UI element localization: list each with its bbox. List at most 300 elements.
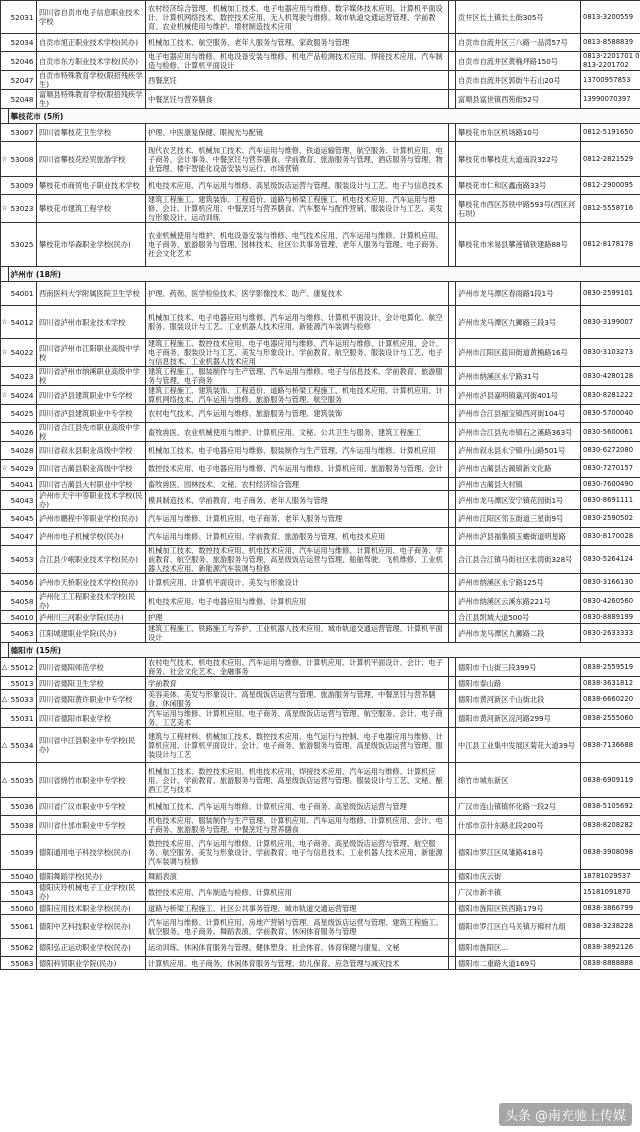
school-address: 泸州市泸县嘉明镇嘉河街401号 xyxy=(456,386,581,405)
school-phone: 0830-8889199 xyxy=(581,611,640,624)
school-majors: 机电技术应用、服装制作与生产管理、计算机应用、汽车运用与维修、计算机应用、会计、电子商务、旅游服务与管理、中餐烹饪与营养膳食 xyxy=(146,816,449,835)
school-name: 德阳弘正运动职业学校(民办) xyxy=(37,939,146,957)
table-row xyxy=(1,728,640,763)
school-code: 55060 xyxy=(8,902,37,915)
school-address: 什邡市京什东路北段200号 xyxy=(456,816,581,835)
school-address: 泸州市古蔺县古蔺镇新文化路 xyxy=(456,460,581,478)
column-gap xyxy=(449,870,456,883)
school-address: 泸州市合江县先市镇石之溪路363号 xyxy=(456,423,581,442)
school-name: 四川省自贡市电子信息职业技术学校 xyxy=(37,1,146,34)
school-majors: 机械加工技术、数控技术应用、机电技术应用、汽车运用与维修、计算机应用、电子商务、学前教育、航空服务、旅游服务与管理、高星级饭店运营与管理、船舶驾驶、飞机维修、工业机器人技术应用、新能源汽车装调与检修 xyxy=(146,546,449,574)
row-flag xyxy=(1,177,9,195)
school-code: 54022 xyxy=(8,339,37,367)
row-flag xyxy=(1,883,9,902)
row-flag xyxy=(1,546,9,574)
row-flag xyxy=(1,367,9,386)
school-code: 53007 xyxy=(8,124,37,142)
school-name: 四川省合江县先市职业高级中学校 xyxy=(37,423,146,442)
column-gap xyxy=(449,223,456,267)
school-address: 中江县工业集中发展区菊花大道39号 xyxy=(456,728,581,763)
school-name: 四川省德阳师范学校 xyxy=(37,658,146,677)
row-flag: △ xyxy=(1,658,9,677)
school-phone: 0838-8208282 xyxy=(581,816,640,835)
school-phone: 0830-5600061 xyxy=(581,423,640,442)
school-name: 四川省德阳黄许职业中专学校 xyxy=(37,690,146,709)
school-name: 德阳中艺科技职业学校(民办) xyxy=(37,915,146,939)
school-majors: 汽车运用与维修、计算机应用、电子商务、老年人服务与管理 xyxy=(146,510,449,528)
school-address: 自贡市自流井区黄桷坪路150号 xyxy=(456,52,581,71)
table-row xyxy=(1,677,640,690)
table-row xyxy=(1,528,640,546)
watermark: 头条 @南充驰上传媒 xyxy=(499,1103,632,1126)
school-address: 泸州市纳溪区云溪东路221号 xyxy=(456,592,581,611)
school-address: 泸州市纳溪区永宁路125号 xyxy=(456,574,581,592)
school-code: 53025 xyxy=(8,223,37,267)
school-majors: 汽车运用与维修、计算机应用、学前教育、旅游服务与管理、机电技术应用 xyxy=(146,528,449,546)
row-flag xyxy=(1,491,9,510)
school-majors: 运动训练、休闲体育服务与管理、健体塑身、社会体育、体育保健与康复、文秘 xyxy=(146,939,449,957)
school-name: 自贡市东方职业技术学校(民办) xyxy=(37,52,146,71)
table-row xyxy=(1,282,640,306)
school-majors: 机械加工技术、电子电器应用与维修、汽车运用与维修、计算机平面设计、会计电算化、航空服务、服装设计与工艺、工业机器人技术应用、新能源汽车装调与检修 xyxy=(146,306,449,339)
school-name: 四川省古蔺县职业高级中学校 xyxy=(37,460,146,478)
school-name: 泸州市天宇中等职业技术学校(民办) xyxy=(37,491,146,510)
table-row xyxy=(1,386,640,405)
school-name: 自贡市旭正职业技术学校(民办) xyxy=(37,34,146,52)
school-majors: 数控技术应用、汽车制造与检修、计算机应用 xyxy=(146,883,449,902)
school-majors: 护理、中医康复保健、眼视光与配镜 xyxy=(146,124,449,142)
column-gap xyxy=(449,592,456,611)
column-gap xyxy=(449,546,456,574)
column-gap xyxy=(449,52,456,71)
school-majors: 建筑与工程材料、机械加工技术、数控技术应用、电气运行与控制、电子电器应用与维修、计算机应用、计算机平面设计、会计、电子商务、旅游服务与管理、高星级饭店运营与管理、服装设计与工艺 xyxy=(146,728,449,763)
school-address: 攀枝花市攀枝花大道南段322号 xyxy=(456,142,581,177)
school-code: 54045 xyxy=(8,510,37,528)
table-row xyxy=(1,658,640,677)
school-name: 四川省叙永县职业高级中学校 xyxy=(37,442,146,460)
column-gap xyxy=(449,763,456,798)
column-gap xyxy=(449,423,456,442)
school-phone: 0838-7136688 xyxy=(581,728,640,763)
school-address: 攀枝花市西区苏铁中路593号(西区河石坝) xyxy=(456,195,581,223)
school-address: 德阳市旌阳区铁西路179号 xyxy=(456,902,581,915)
school-phone: 0830-7270157 xyxy=(581,460,640,478)
school-code: 54029 xyxy=(8,460,37,478)
school-phone: 0830-5264124 xyxy=(581,546,640,574)
school-name: 泸州川三河职业学院(民办) xyxy=(37,611,146,624)
school-phone: 0830-2599101 xyxy=(581,282,640,306)
school-address: 德阳市千山街三段399号 xyxy=(456,658,581,677)
school-name: 四川省攀枝花卫生学校 xyxy=(37,124,146,142)
school-code: 54058 xyxy=(8,592,37,611)
table-row xyxy=(1,883,640,902)
school-address: 泸州市合江县福宝镇西河街104号 xyxy=(456,405,581,423)
row-flag xyxy=(1,282,9,306)
table-row xyxy=(1,142,640,177)
school-address: 泸州市古蔺县大村镇 xyxy=(456,478,581,491)
school-address: 泸州市龙马潭区春雨路1段1号 xyxy=(456,282,581,306)
school-phone: 0830-4260560 xyxy=(581,592,640,611)
column-gap xyxy=(449,478,456,491)
school-code: 52031 xyxy=(8,1,37,34)
school-address: 泸州市纳溪区永宁路31号 xyxy=(456,367,581,386)
school-name: 四川省泸州市职业技术学校 xyxy=(37,306,146,339)
school-name: 四川省泸州市江阳职业高级中学校 xyxy=(37,339,146,367)
column-gap xyxy=(449,957,456,970)
column-gap xyxy=(449,677,456,690)
school-code: 54024 xyxy=(8,386,37,405)
table-row xyxy=(1,624,640,643)
school-address: 泸州市江阳区蓝田街道黄桷路16号 xyxy=(456,339,581,367)
school-phone: 0830-2590502 xyxy=(581,510,640,528)
school-phone: 0838-3238228 xyxy=(581,915,640,939)
school-code: 54056 xyxy=(8,574,37,592)
school-majors: 模具制造技术、学前教育、电子商务、老年人服务与管理 xyxy=(146,491,449,510)
column-gap xyxy=(449,339,456,367)
school-code: 54001 xyxy=(8,282,37,306)
row-flag: ☆ xyxy=(1,306,9,339)
table-row xyxy=(1,124,640,142)
row-flag xyxy=(1,223,9,267)
column-gap xyxy=(449,939,456,957)
table-row xyxy=(1,34,640,52)
school-majors: 汽车运用与维修、计算机应用、电子商务、高星级饭店运营与管理、航空服务、会计、电子商务、工艺美术 xyxy=(146,709,449,728)
school-majors: 学前教育 xyxy=(146,677,449,690)
school-address: 泸州市龙马潭区安宁镇花园街1号 xyxy=(456,491,581,510)
school-name: 四川省绵竹市职业中专学校 xyxy=(37,763,146,798)
school-address: 德阳市泰山路 xyxy=(456,677,581,690)
school-address: 泸州市叙永县永宁镇丹山路501号 xyxy=(456,442,581,460)
school-majors: 机械加工技术、电子电器应用与维修、服装制作与生产管理、汽车运用与维修、计算机应用 xyxy=(146,442,449,460)
column-gap xyxy=(449,282,456,306)
school-phone: 0830-5700040 xyxy=(581,405,640,423)
table-row xyxy=(1,52,640,71)
row-flag: △ xyxy=(1,690,9,709)
column-gap xyxy=(449,658,456,677)
column-gap xyxy=(449,728,456,763)
school-majors: 农村经济综合管理、机械加工技术、电子电器应用与维修、数字媒体技术应用、计算机平面设计、计算机网络技术、数控技术应用、无人机驾驶与维修、城市轨道交通运营管理、学前教育、农业机械使用与维护、增材制造技术应用 xyxy=(146,1,449,34)
school-address: 德阳市庆云街 xyxy=(456,870,581,883)
table-row xyxy=(1,478,640,491)
school-name: 泸州市电子机械学校(民办) xyxy=(37,528,146,546)
column-gap xyxy=(449,90,456,109)
table-row xyxy=(1,763,640,798)
table-row xyxy=(1,592,640,611)
school-majors: 农村电气技术、机电技术应用、汽车运用与维修、计算机应用、计算机平面设计、会计、电子商务、社会文化艺术、金融事务 xyxy=(146,658,449,677)
table-row xyxy=(1,90,640,109)
column-gap xyxy=(449,491,456,510)
school-code: 52047 xyxy=(8,71,37,90)
school-majors: 建筑工程施工、建筑装饰、工程造价、道路与桥梁工程施工、机电技术应用、计算机应用、计算机网络技术、汽车运用与维修、旅游服务与管理、航空服务 xyxy=(146,386,449,405)
school-address: 攀枝花市仁和区鑫南路33号 xyxy=(456,177,581,195)
school-majors: 机械加工技术、汽车运用与维修、计算机应用、电子商务、高星级饭店运营与管理 xyxy=(146,798,449,816)
column-gap xyxy=(449,177,456,195)
row-flag xyxy=(1,709,9,728)
table-row xyxy=(1,546,640,574)
table-row xyxy=(1,798,640,816)
row-flag xyxy=(1,1,9,34)
school-majors: 西餐烹饪 xyxy=(146,71,449,90)
school-majors: 机械加工技术、数控技术应用、机电技术应用、焊接技术应用、汽车运用与维修、计算机应用、会计、学前教育、旅游服务与管理、高星级饭店运营与管理、服装设计与工艺、文秘、酿酒工艺与技术 xyxy=(146,763,449,798)
school-majors: 建筑工程施工、铁路施工与养护、工业机器人技术应用、城市轨道交通运营管理、计算机平面设计 xyxy=(146,624,449,643)
row-flag xyxy=(1,624,9,643)
school-majors: 中餐烹饪与营养膳食 xyxy=(146,90,449,109)
school-phone: 0838-5105692 xyxy=(581,798,640,816)
row-flag xyxy=(1,592,9,611)
school-name: 四川省什邡市职业中专学校 xyxy=(37,816,146,835)
row-flag xyxy=(1,677,9,690)
row-flag xyxy=(1,52,9,71)
school-code: 55038 xyxy=(8,816,37,835)
school-majors: 数控技术应用、汽车运用与维修、计算机应用、电子商务、高星级饭店运营与管理、航空服务、航空服务、美发与形象设计、学前教育、电子与信息技术、工业机器人技术应用、新能源汽车装调与检修 xyxy=(146,835,449,870)
row-flag xyxy=(1,611,9,624)
school-majors: 农业机械使用与维护、机电设备安装与维修、电气技术应用、汽车运用与维修、计算机应用、电子商务、旅游服务与管理、园林技术、社区公共事务管理、老年人服务与管理、电子商务、社会文化艺术 xyxy=(146,223,449,267)
table-row xyxy=(1,870,640,883)
city-section-header xyxy=(1,267,640,282)
row-flag: ☆ xyxy=(1,142,9,177)
column-gap xyxy=(449,816,456,835)
school-majors: 护理 xyxy=(146,611,449,624)
school-address: 攀枝花市东区机场路10号 xyxy=(456,124,581,142)
column-gap xyxy=(449,883,456,902)
column-gap xyxy=(449,798,456,816)
city-section-header xyxy=(1,109,640,124)
school-code: 55034 xyxy=(8,728,37,763)
column-gap xyxy=(449,574,456,592)
column-gap xyxy=(449,709,456,728)
school-name: 四川省泸县建筑职业中专学校 xyxy=(37,405,146,423)
school-majors: 农村电气技术、汽车运用与维修、旅游服务与管理、建筑装饰 xyxy=(146,405,449,423)
school-address: 泸州市龙马潭区九狮路三段3号 xyxy=(456,306,581,339)
table-row xyxy=(1,423,640,442)
row-flag: △ xyxy=(1,728,9,763)
school-address: 广汉市新丰镇 xyxy=(456,883,581,902)
column-gap xyxy=(449,34,456,52)
school-phone: 0838-3892126 xyxy=(581,939,640,957)
school-majors: 计算机应用、计算机平面设计、美发与形象设计 xyxy=(146,574,449,592)
column-gap xyxy=(449,835,456,870)
school-majors: 护理、药剂、医学检验技术、医学影像技术、助产、康复技术 xyxy=(146,282,449,306)
school-phone: 0830-6272080 xyxy=(581,442,640,460)
school-name: 四川省古蔺县大村职业中学校 xyxy=(37,478,146,491)
school-phone: 0830-3103273 xyxy=(581,339,640,367)
school-name: 四川省广汉市职业中专学校 xyxy=(37,798,146,816)
row-flag xyxy=(1,90,9,109)
row-flag xyxy=(1,478,9,491)
school-name: 自贡市特殊教育学校(限招残疾学生) xyxy=(37,71,146,90)
column-gap xyxy=(449,460,456,478)
row-flag xyxy=(1,442,9,460)
school-phone: 0838-3631812 xyxy=(581,677,640,690)
school-code: 54028 xyxy=(8,442,37,460)
school-code: 54047 xyxy=(8,528,37,546)
column-gap xyxy=(449,902,456,915)
row-flag xyxy=(1,124,9,142)
row-flag: ☆ xyxy=(1,460,9,478)
school-address: 攀枝花市米易县攀莲镇铁建路88号 xyxy=(456,223,581,267)
school-majors: 舞蹈表演 xyxy=(146,870,449,883)
table-row xyxy=(1,510,640,528)
row-flag xyxy=(1,816,9,835)
row-flag: ☆ xyxy=(1,195,9,223)
table-row xyxy=(1,957,640,970)
school-address: 德阳市黄河新区浣河路299号 xyxy=(456,709,581,728)
column-gap xyxy=(449,690,456,709)
school-majors: 美容美体、美发与形象设计、高星级饭店运营与管理、旅游服务与管理、中餐烹饪与营养膳食、休闲服务 xyxy=(146,690,449,709)
school-code: 55043 xyxy=(8,883,37,902)
school-code: 55061 xyxy=(8,915,37,939)
school-name: 泸州化工工程职业技术学校(民办) xyxy=(37,592,146,611)
table-row xyxy=(1,442,640,460)
school-name: 四川省德阳市职业学校 xyxy=(37,709,146,728)
row-flag xyxy=(1,902,9,915)
school-name: 富顺县特殊教育学校(限招残疾学生) xyxy=(37,90,146,109)
table-row xyxy=(1,306,640,339)
school-phone: 0830-8281222 xyxy=(581,386,640,405)
school-code: 54063 xyxy=(8,624,37,643)
school-code: 55035 xyxy=(8,763,37,798)
row-flag: ☆ xyxy=(1,339,9,367)
school-phone: 0830-3166130 xyxy=(581,574,640,592)
school-name: 西南医科大学附属医院卫生学校 xyxy=(37,282,146,306)
school-address: 自贡市自流井区三八路一品湾57号 xyxy=(456,34,581,52)
table-row xyxy=(1,574,640,592)
row-flag xyxy=(1,71,9,90)
school-address: 富顺县富世镇西苑街52号 xyxy=(456,90,581,109)
school-code: 55036 xyxy=(8,798,37,816)
school-phone: 0812-2900095 xyxy=(581,177,640,195)
school-code: 52046 xyxy=(8,52,37,71)
school-name: 泸州市鹏程中等职业学校(民办) xyxy=(37,510,146,528)
school-phone: 0838-6660220 xyxy=(581,690,640,709)
school-majors: 畜牧兽医、农业机械使用与维护、计算机应用、文秘、公共卫生与服务、建筑工程施工 xyxy=(146,423,449,442)
school-majors: 现代农艺技术、机械加工技术、汽车运用与维修、铁道运输管理、航空服务、计算机应用、电子商务、会计事务、中餐烹饪与营养膳食、学前教育、旅游服务与管理、酒店服务与管理、物业管理、楼宇智能化设备安装与运行、市场营销 xyxy=(146,142,449,177)
school-address: 德阳市二重路大道169号 xyxy=(456,957,581,970)
school-code: 54023 xyxy=(8,367,37,386)
school-majors: 道路与桥梁工程施工、社区公共事务管理、城市轨道交通运营管理 xyxy=(146,902,449,915)
table-row xyxy=(1,460,640,478)
row-flag xyxy=(1,957,9,970)
school-code: 52048 xyxy=(8,90,37,109)
school-address: 贡井区长土镇长土街305号 xyxy=(456,1,581,34)
school-address: 绵竹市城东新区 xyxy=(456,763,581,798)
row-flag xyxy=(1,870,9,883)
school-name: 德阳通用电子科技学校(民办) xyxy=(37,835,146,870)
row-flag xyxy=(1,528,9,546)
school-code: 55062 xyxy=(8,939,37,957)
school-phone: 0830-8170028 xyxy=(581,528,640,546)
column-gap xyxy=(449,367,456,386)
school-name: 合江县少岷职业技术学校(民办) xyxy=(37,546,146,574)
row-flag xyxy=(1,939,9,957)
school-name: 德阳舞蹈学校(民办) xyxy=(37,870,146,883)
school-majors: 建筑工程施工、建筑装饰、工程造价、道路与桥梁工程施工、机电技术应用、汽车运用与维修、会计、计算机应用、中餐烹饪与营养膳食、汽车整车与配件营销、服装设计与工艺、美发与形象设计、运动训练 xyxy=(146,195,449,223)
school-code: 55063 xyxy=(8,957,37,970)
school-name: 德阳庆玲机械电子工业学校(民办) xyxy=(37,883,146,902)
school-phone: 0812-2821529 xyxy=(581,142,640,177)
school-name: 四川省德阳卫生学校 xyxy=(37,677,146,690)
column-gap xyxy=(449,142,456,177)
school-majors: 汽车运用与维修、计算机应用、房地产营销与管理、高星级饭店运营与管理、建筑工程施工、航空服务、电子商务、舞蹈表演、学前教育、休闲体育服务与管理 xyxy=(146,915,449,939)
school-phone: 15181091870 xyxy=(581,883,640,902)
school-code: 55039 xyxy=(8,835,37,870)
column-gap xyxy=(449,124,456,142)
school-code: 54012 xyxy=(8,306,37,339)
city-section-title: 泸州市 (18所) xyxy=(8,267,640,282)
table-row xyxy=(1,339,640,367)
city-section-title: 攀枝花市 (5所) xyxy=(8,109,640,124)
school-address: 德阳市旌阳区... xyxy=(456,939,581,957)
column-gap xyxy=(449,528,456,546)
table-row xyxy=(1,915,640,939)
school-name: 攀枝花市建筑工程学校 xyxy=(37,195,146,223)
table-row xyxy=(1,611,640,624)
column-gap xyxy=(449,405,456,423)
school-code: 53009 xyxy=(8,177,37,195)
school-majors: 建筑工程施工、数控技术应用、电子电器应用与维修、汽车运用与维修、计算机应用、会计、电子商务、服装设计与工艺、美发与形象设计、学前教育、航空服务、服装设计与工艺、电子与信息技术、工业机器人技术应用 xyxy=(146,339,449,367)
school-name: 江阳城建职业学院(民办) xyxy=(37,624,146,643)
school-majors: 机电技术应用、汽车运用与维修、高星级饭店运营与管理、服装设计与工艺、电子与信息技术 xyxy=(146,177,449,195)
school-phone: 0838-3866799 xyxy=(581,902,640,915)
column-gap xyxy=(449,386,456,405)
row-flag xyxy=(1,510,9,528)
school-phone: 18781029537 xyxy=(581,870,640,883)
school-address: 泸州市泸县福集镇玉蟾街道明星路 xyxy=(456,528,581,546)
school-code: 53023 xyxy=(8,195,37,223)
table-row xyxy=(1,491,640,510)
row-flag xyxy=(1,423,9,442)
table-body xyxy=(1,1,640,970)
school-majors: 机械加工技术、航空服务、老年人服务与管理、家政服务与管理 xyxy=(146,34,449,52)
school-code: 55012 xyxy=(8,658,37,677)
column-gap xyxy=(449,71,456,90)
school-code: 54025 xyxy=(8,405,37,423)
school-name: 四川省泸县建筑职业中专学校 xyxy=(37,386,146,405)
school-phone: 13700957853 xyxy=(581,71,640,90)
school-name: 四川省中江县职业中专学校(民办) xyxy=(37,728,146,763)
school-phone: 0812-5558716 xyxy=(581,195,640,223)
school-code: 55040 xyxy=(8,870,37,883)
school-name: 四川省攀枝花经贸旅游学校 xyxy=(37,142,146,177)
school-majors: 计算机应用、电子商务、休闲体育服务与管理、幼儿保育、应急管理与减灾技术 xyxy=(146,957,449,970)
column-gap xyxy=(449,195,456,223)
table-row xyxy=(1,709,640,728)
school-phone: 13990070397 xyxy=(581,90,640,109)
school-code: 55031 xyxy=(8,709,37,728)
column-gap xyxy=(449,442,456,460)
school-phone: 0830-3199007 xyxy=(581,306,640,339)
school-phone: 0813-8588839 xyxy=(581,34,640,52)
school-phone: 0812-5191650 xyxy=(581,124,640,142)
school-name: 德阳科贸职业学院(民办) xyxy=(37,957,146,970)
table-row xyxy=(1,177,640,195)
school-majors: 机电技术应用、电子电器应用与维修、计算机应用 xyxy=(146,592,449,611)
school-code: 53008 xyxy=(8,142,37,177)
school-address: 泸州市龙马潭区九狮路二段 xyxy=(456,624,581,643)
column-gap xyxy=(449,915,456,939)
school-phone: 0838-3908098 xyxy=(581,835,640,870)
table-row xyxy=(1,195,640,223)
school-phone: 0838-2559519 xyxy=(581,658,640,677)
school-code: 54010 xyxy=(8,611,37,624)
table-row xyxy=(1,816,640,835)
school-code: 52034 xyxy=(8,34,37,52)
table-row xyxy=(1,71,640,90)
school-majors: 建筑工程施工、服装制作与生产管理、汽车运用与维修、电子与信息技术、学前教育、旅游服务与管理、电子商务 xyxy=(146,367,449,386)
city-section-title: 德阳市 (15所) xyxy=(8,643,640,658)
table-row xyxy=(1,939,640,957)
column-gap xyxy=(449,611,456,624)
